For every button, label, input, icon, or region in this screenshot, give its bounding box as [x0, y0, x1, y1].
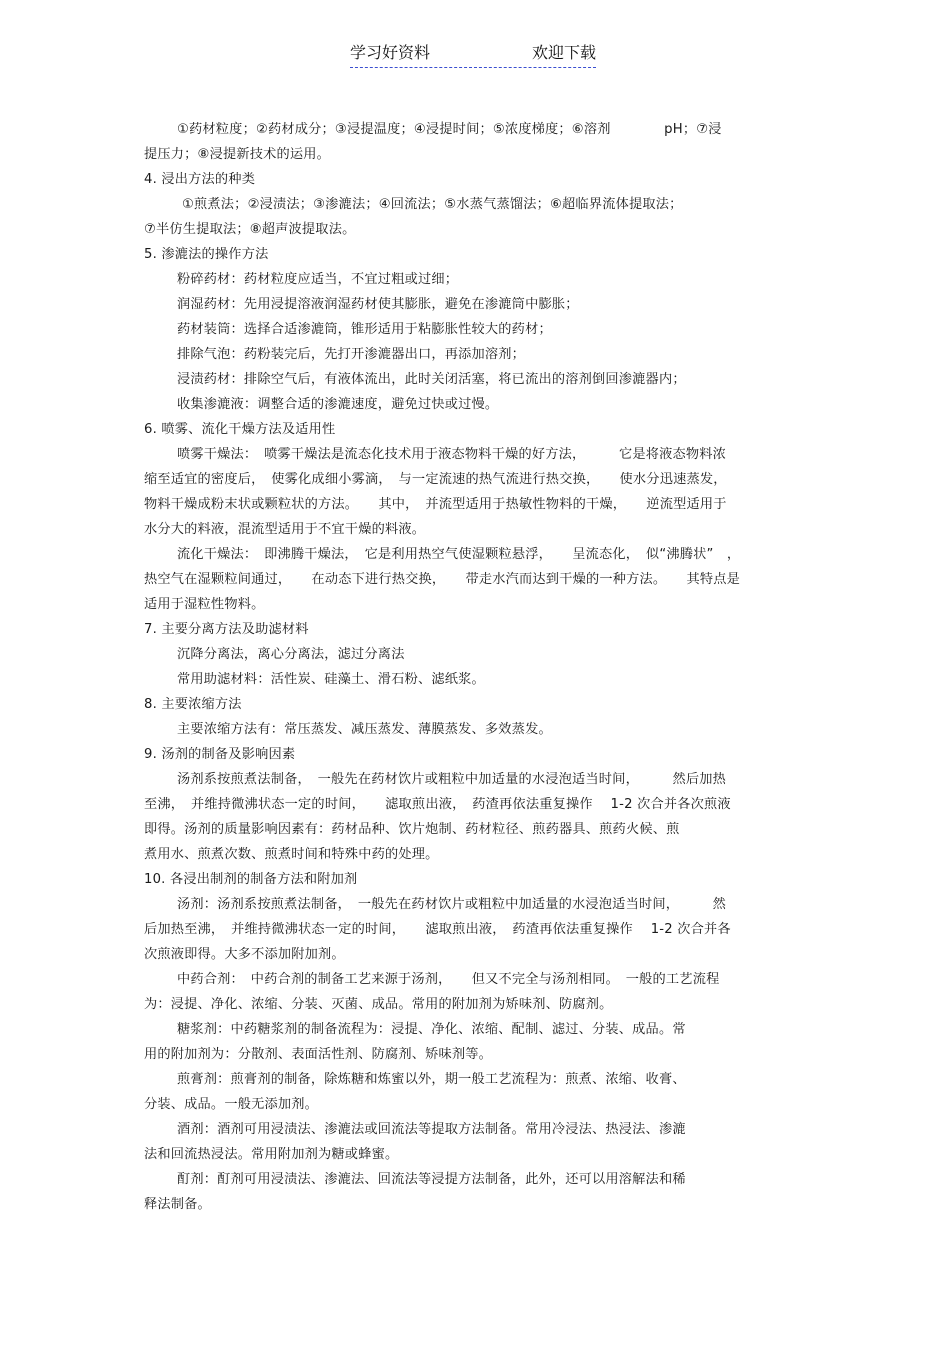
text-line: 5. 渗漉法的操作方法: [144, 247, 269, 262]
text-line: 缩至适宜的密度后， 使雾化成细小雾滴， 与一定流速的热气流进行热交换， 使水分迅速蒸发，: [144, 472, 727, 487]
page-header: [350, 40, 596, 68]
text-line: 6. 喷雾、流化干燥方法及适用性: [144, 422, 336, 437]
text-line: 8. 主要浓缩方法: [144, 697, 242, 712]
text-line: 糖浆剂：中药糖浆剂的制备流程为：浸提、净化、浓缩、配制、滤过、分装、成品。常: [177, 1022, 686, 1037]
text-line: 汤剂：汤剂系按煎煮法制备， 一般先在药材饮片或粗粒中加适量的水浸泡适当时间， 然: [177, 897, 727, 912]
text-line: 润湿药材：先用浸提溶液润湿药材使其膨胀，避免在渗漉筒中膨胀；: [177, 297, 579, 312]
text-line: 常用助滤材料：活性炭、硅藻土、滑石粉、滤纸浆。: [177, 672, 485, 687]
header-left-text: 学习好资料: [350, 43, 431, 62]
text-line: 至沸， 并维持微沸状态一定的时间， 滤取煎出液， 药渣再依法重复操作 1-2 次合并各次煎液: [144, 797, 731, 812]
text-line: 中药合剂： 中药合剂的制备工艺来源于汤剂， 但又不完全与汤剂相同。 一般的工艺流程: [177, 972, 720, 987]
text-line: 浸渍药材：排除空气后，有液体流出，此时关闭活塞，将已流出的溶剂倒回渗漉器内；: [177, 372, 686, 387]
text-line: 酒剂：酒剂可用浸渍法、渗漉法或回流法等提取方法制备。常用冷浸法、热浸法、渗漉: [177, 1122, 686, 1137]
text-line: 释法制备。: [144, 1197, 211, 1212]
text-line: 10. 各浸出制剂的制备方法和附加剂: [144, 872, 358, 887]
text-line: 物料干燥成粉末状或颗粒状的方法。 其中， 并流型适用于热敏性物料的干燥， 逆流型适用于: [144, 497, 727, 512]
text-line: 收集渗漉液：调整合适的渗漉速度，避免过快或过慢。: [177, 397, 499, 412]
text-line: ⑦半仿生提取法；⑧超声波提取法。: [144, 222, 356, 237]
text-line: 水分大的料液，混流型适用于不宜干燥的料液。: [144, 522, 426, 537]
text-line: 提压力；⑧浸提新技术的运用。: [144, 147, 331, 162]
text-line: 用的附加剂为：分散剂、表面活性剂、防腐剂、矫味剂等。: [144, 1047, 493, 1062]
text-line: 热空气在湿颗粒间通过， 在动态下进行热交换， 带走水汽而达到干燥的一种方法。 其特点是: [144, 572, 741, 587]
text-line: ①药材粒度；②药材成分；③浸提温度；④浸提时间；⑤浓度梯度；⑥溶剂 pH；⑦浸: [177, 122, 722, 137]
text-line: 喷雾干燥法： 喷雾干燥法是流态化技术用于液态物料干燥的好方法， 它是将液态物料浓: [177, 447, 727, 462]
text-line: 酊剂：酊剂可用浸渍法、渗漉法、回流法等浸提方法制备，此外，还可以用溶解法和稀: [177, 1172, 686, 1187]
text-line: 分装、成品。一般无添加剂。: [144, 1097, 319, 1112]
text-line: 药材装筒：选择合适渗漉筒，锥形适用于粘膨胀性较大的药材；: [177, 322, 552, 337]
text-line: 4. 浸出方法的种类: [144, 172, 256, 187]
text-line: 7. 主要分离方法及助滤材料: [144, 622, 309, 637]
document-body: [144, 117, 808, 1217]
text-line: 沉降分离法，离心分离法，滤过分离法: [177, 647, 405, 662]
text-line: 主要浓缩方法有：常压蒸发、减压蒸发、薄膜蒸发、多效蒸发。: [177, 722, 552, 737]
text-line: 后加热至沸， 并维持微沸状态一定的时间， 滤取煎出液， 药渣再依法重复操作 1-2 次合并各: [144, 922, 731, 937]
text-line: 9. 汤剂的制备及影响因素: [144, 747, 296, 762]
text-line: 粉碎药材：药材粒度应适当，不宜过粗或过细；: [177, 272, 459, 287]
header-right-text: 欢迎下载: [531, 43, 596, 62]
text-line: 排除气泡：药粉装完后，先打开渗漉器出口，再添加溶剂；: [177, 347, 526, 362]
text-line: 流化干燥法： 即沸腾干燥法， 它是利用热空气使湿颗粒悬浮， 呈流态化， 似“沸腾状” ，: [177, 547, 741, 562]
text-line: 即得。汤剂的质量影响因素有：药材品种、饮片炮制、药材粒径、煎药器具、煎药火候、煎: [144, 822, 680, 837]
text-line: 煎膏剂：煎膏剂的制备，除炼糖和炼蜜以外，期一般工艺流程为：煎煮、浓缩、收膏、: [177, 1072, 686, 1087]
text-line: 为：浸提、净化、浓缩、分装、灭菌、成品。常用的附加剂为矫味剂、防腐剂。: [144, 997, 613, 1012]
text-line: 汤剂系按煎煮法制备， 一般先在药材饮片或粗粒中加适量的水浸泡适当时间， 然后加热: [177, 772, 727, 787]
text-line: 煮用水、煎煮次数、煎煮时间和特殊中药的处理。: [144, 847, 439, 862]
text-line: ①煎煮法；②浸渍法；③渗漉法；④回流法；⑤水蒸气蒸馏法；⑥超临界流体提取法；: [182, 197, 683, 212]
text-line: 适用于湿粒性物料。: [144, 597, 265, 612]
text-line: 法和回流热浸法。常用附加剂为糖或蜂蜜。: [144, 1147, 399, 1162]
text-line: 次煎液即得。大多不添加附加剂。: [144, 947, 345, 962]
